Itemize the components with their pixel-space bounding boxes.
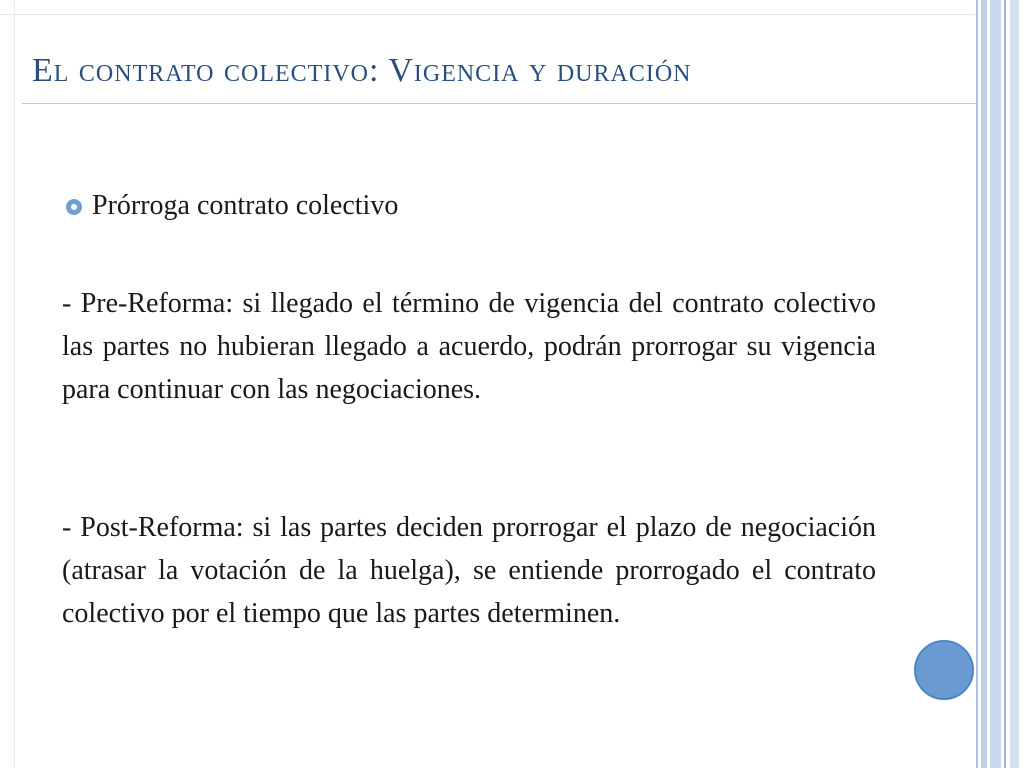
paragraph-pre-reforma: - Pre-Reforma: si llegado el término de vigencia del contrato colectivo las partes no hubieran llegado a acuerdo, podrán prorrogar su vigencia para continuar con las negociaciones. — [62, 288, 876, 405]
decorative-circle-icon — [914, 640, 974, 700]
decorative-bar — [976, 0, 978, 768]
bullet-circle-icon — [66, 199, 82, 215]
frame-left-line — [14, 0, 15, 768]
frame-top-line — [0, 14, 975, 15]
title-underline — [22, 103, 976, 104]
decorative-bar — [981, 0, 987, 768]
decorative-bar — [990, 0, 1001, 768]
paragraph-post-reforma: - Post-Reforma: si las partes deciden prorrogar el plazo de negociación (atrasar la votación de la huelga), se entiende prorrogado el contrato colectivo por el tiempo que las partes determinen. — [62, 512, 876, 629]
decorative-bar — [1004, 0, 1006, 768]
bullet-text: Prórroga contrato colectivo — [92, 190, 399, 221]
slide-title: El contrato colectivo: Vigencia y duración — [32, 52, 692, 89]
decorative-bar — [1010, 0, 1019, 768]
